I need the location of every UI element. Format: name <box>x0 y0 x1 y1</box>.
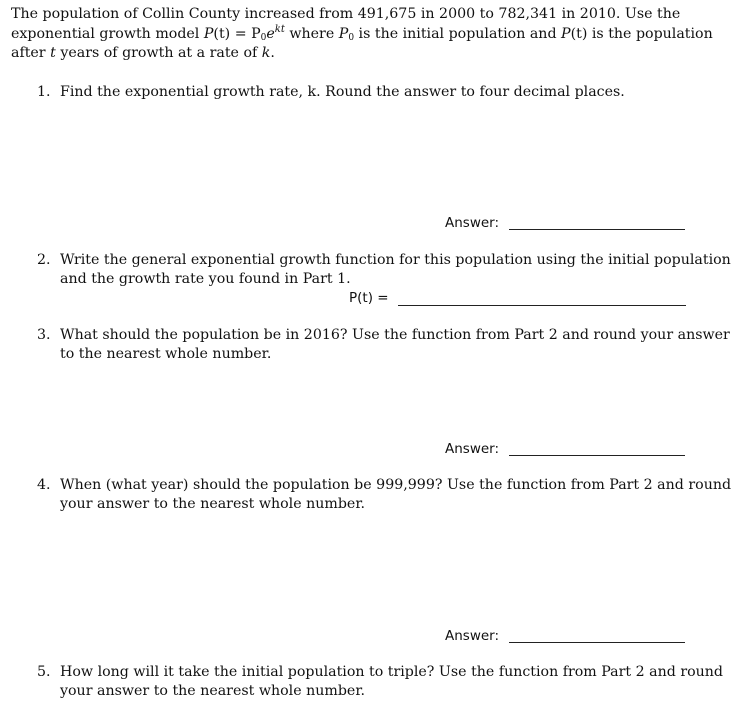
question-text <box>60 83 720 102</box>
math-var: (t) <box>570 25 588 42</box>
intro-line-3 <box>11 44 723 64</box>
answer-label: Answer: <box>445 441 500 457</box>
math-subscript: 0 <box>260 32 267 43</box>
question-number: 1. <box>37 84 51 100</box>
answer-line-1[interactable] <box>509 229 685 230</box>
question-number: 4. <box>37 477 51 493</box>
math-var: = P <box>230 25 261 42</box>
question-text <box>60 476 732 514</box>
question-line: Write the general exponential growth function for this population using the initial population <box>60 252 731 268</box>
question-line: When (what year) should the population be 999,999? Use the function from Part 2 and round <box>60 477 732 493</box>
answer-label: Answer: <box>445 628 500 644</box>
answer-line-2[interactable] <box>398 305 686 306</box>
intro-text: . <box>270 45 275 61</box>
question-line: to the nearest whole number. <box>60 346 272 362</box>
math-var: (t) <box>213 25 231 42</box>
question-line: Find the exponential growth rate, k. Round the answer to four decimal places. <box>60 84 625 100</box>
intro-paragraph <box>11 5 723 64</box>
question-number: 3. <box>37 327 51 343</box>
intro-text: exponential growth model <box>11 25 204 42</box>
question-line: your answer to the nearest whole number. <box>60 496 366 512</box>
math-var: P <box>338 25 349 42</box>
math-subscript: 0 <box>348 32 355 43</box>
answer-line-3[interactable] <box>509 455 685 456</box>
intro-text: is the population <box>587 25 713 42</box>
math-var: P <box>203 25 214 42</box>
question-line: How long will it take the initial population to triple? Use the function from Part 2 and round <box>60 664 724 680</box>
question-line: your answer to the nearest whole number. <box>60 683 366 699</box>
question-number: 2. <box>37 252 51 268</box>
question-text <box>60 326 730 364</box>
pt-label: P(t) = <box>349 290 389 306</box>
intro-line-2 <box>11 25 723 45</box>
question-number: 5. <box>37 664 51 680</box>
answer-label: Answer: <box>445 215 500 231</box>
math-var: P <box>561 25 571 42</box>
math-var: k <box>261 45 271 61</box>
math-var: e <box>266 25 275 42</box>
question-text <box>60 251 731 289</box>
question-line: What should the population be in 2016? Use the function from Part 2 and round your answer <box>60 327 730 343</box>
intro-text: years of growth at a rate of <box>55 45 262 61</box>
intro-text: where <box>284 25 339 42</box>
answer-line-4[interactable] <box>509 642 685 643</box>
question-line: and the growth rate you found in Part 1. <box>60 271 351 287</box>
intro-text: is the initial population and <box>354 25 562 42</box>
question-text <box>60 663 724 701</box>
math-exponent: kt <box>274 23 285 35</box>
intro-text: after <box>11 45 51 61</box>
intro-line-1: The population of Collin County increased from 491,675 in 2000 to 782,341 in 2010. Use the <box>11 6 681 22</box>
math-var: t <box>50 45 56 61</box>
